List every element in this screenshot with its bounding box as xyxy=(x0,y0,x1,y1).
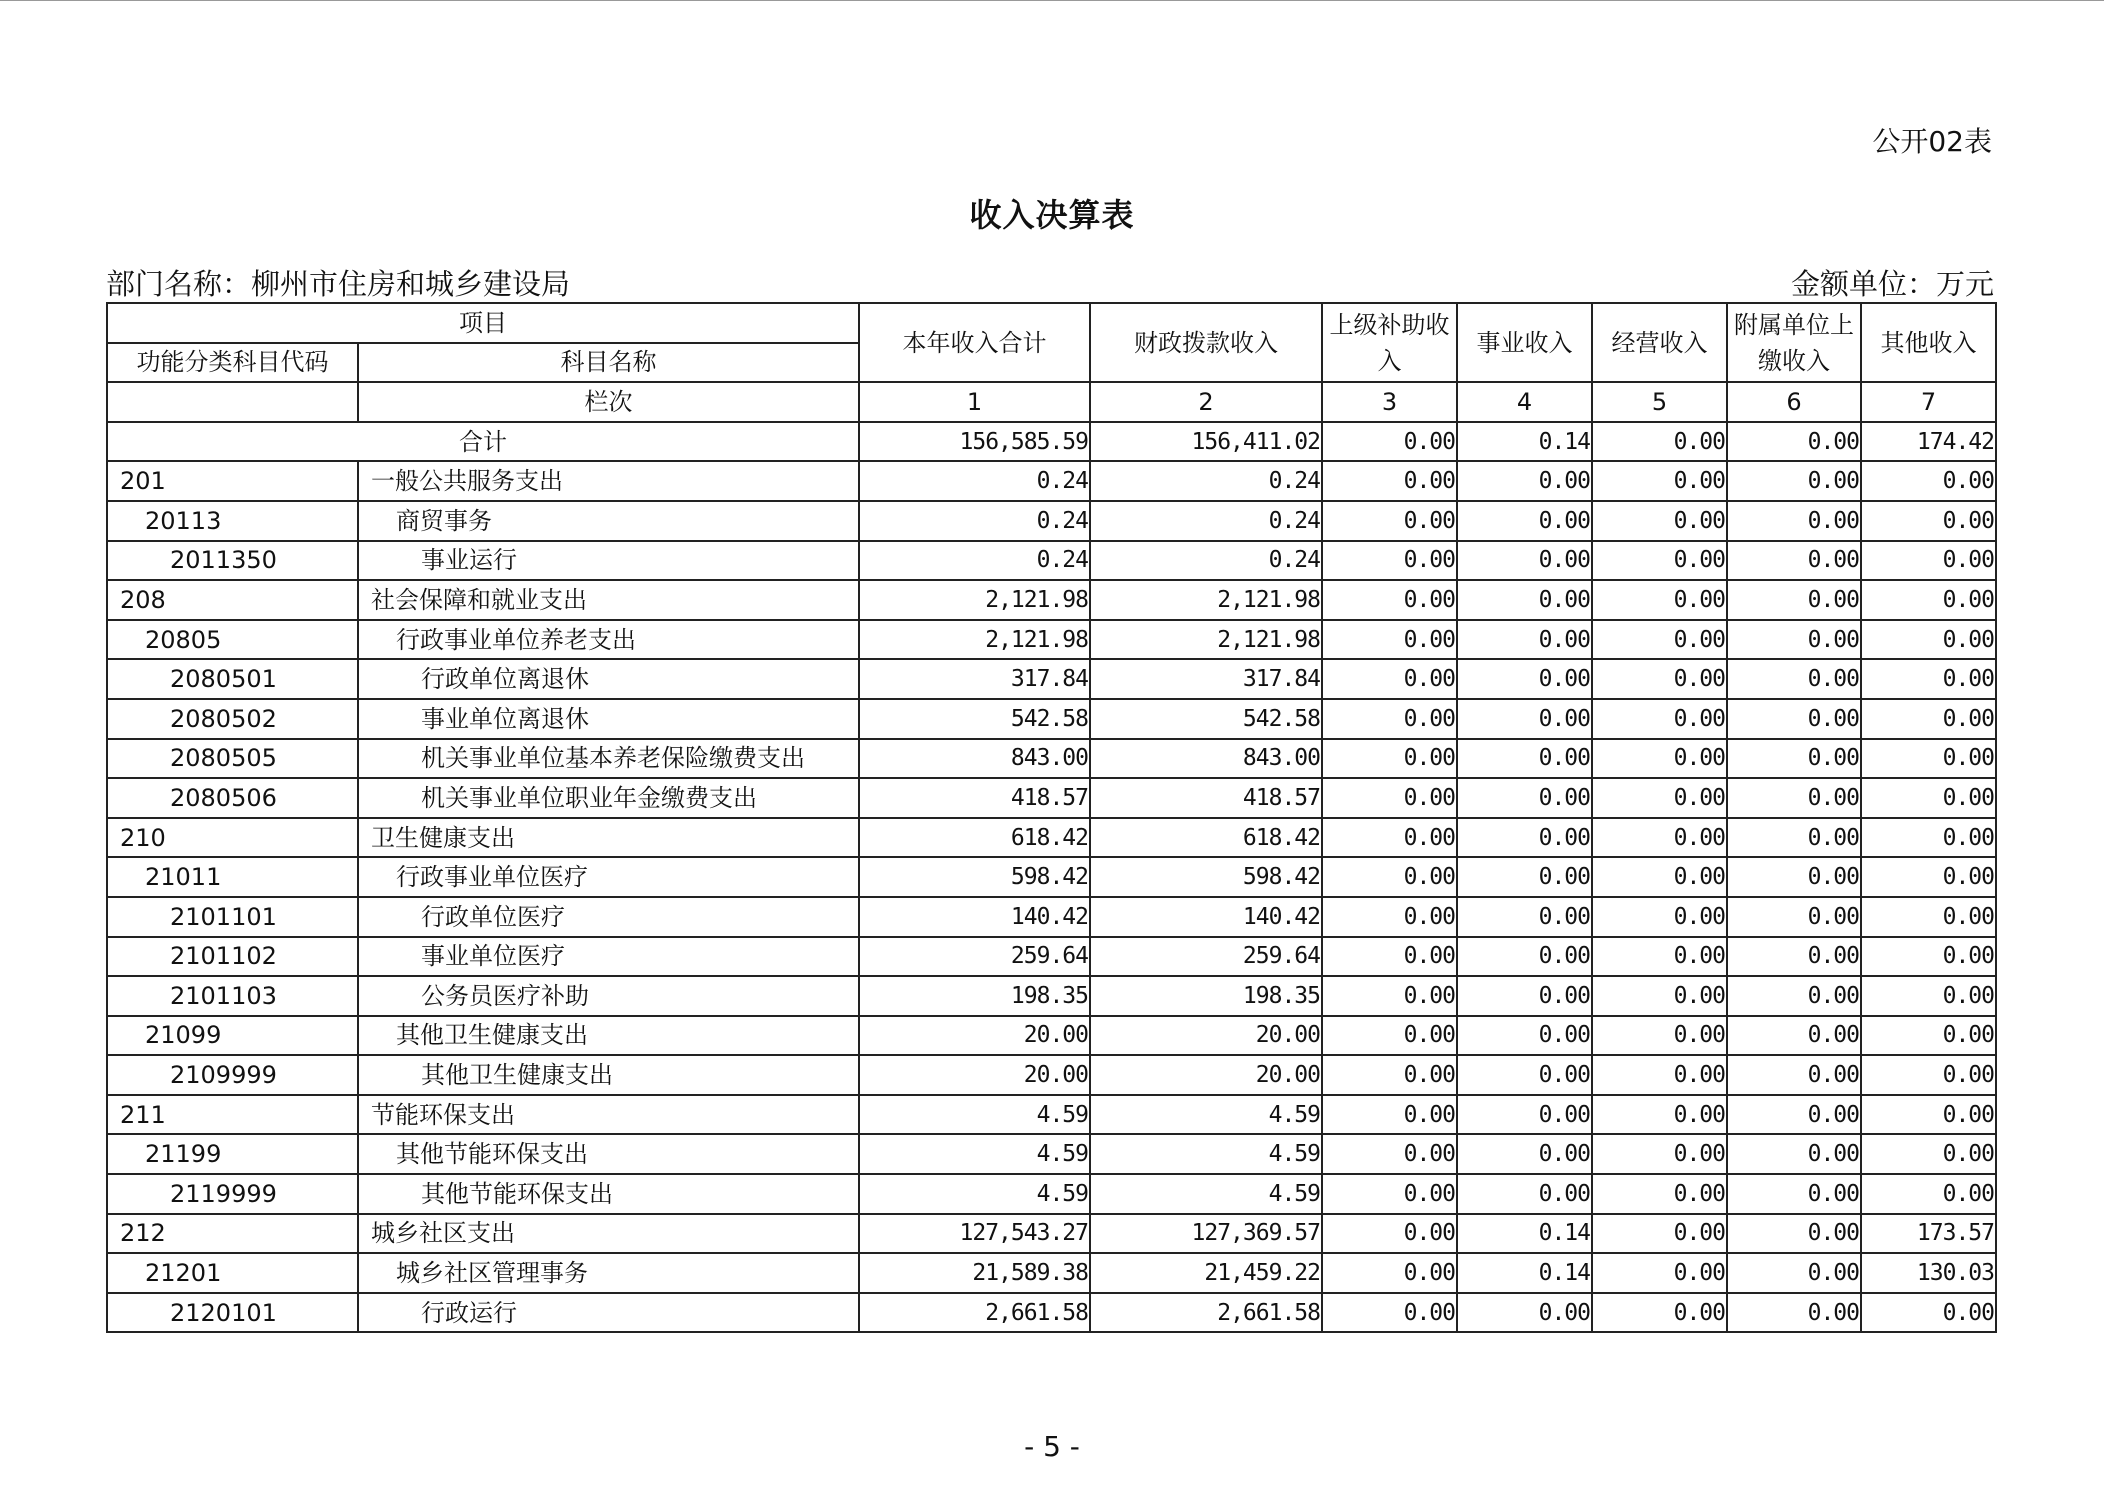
amount-cell: 2,121.98 xyxy=(1090,620,1322,660)
amount-cell: 0.00 xyxy=(1727,659,1861,699)
amount-cell: 0.00 xyxy=(1457,778,1592,818)
amount-cell: 0.00 xyxy=(1592,778,1727,818)
amount-cell: 0.00 xyxy=(1727,1253,1861,1293)
amount-cell: 0.00 xyxy=(1727,1293,1861,1333)
amount-cell: 127,369.57 xyxy=(1090,1214,1322,1254)
subject-code: 201 xyxy=(107,461,358,501)
amount-cell: 0.00 xyxy=(1322,1095,1457,1135)
subject-code: 212 xyxy=(107,1214,358,1254)
table-row xyxy=(107,1214,1996,1254)
amount-cell: 0.00 xyxy=(1322,818,1457,858)
amount-cell: 0.00 xyxy=(1861,937,1996,977)
col-number: 5 xyxy=(1592,382,1727,422)
subject-name: 行政事业单位养老支出 xyxy=(358,620,859,660)
subject-code: 2101102 xyxy=(107,937,358,977)
header-operating: 经营收入 xyxy=(1592,303,1727,382)
amount-cell: 0.00 xyxy=(1592,857,1727,897)
subject-name: 行政事业单位医疗 xyxy=(358,857,859,897)
amount-cell: 0.00 xyxy=(1457,897,1592,937)
amount-cell: 0.00 xyxy=(1322,976,1457,1016)
amount-cell: 0.00 xyxy=(1592,699,1727,739)
amount-cell: 0.24 xyxy=(1090,461,1322,501)
amount-cell: 618.42 xyxy=(1090,818,1322,858)
subject-name: 社会保障和就业支出 xyxy=(358,580,859,620)
subject-name: 事业单位离退休 xyxy=(358,699,859,739)
page-title: 收入决算表 xyxy=(969,196,1135,234)
amount-cell: 4.59 xyxy=(1090,1095,1322,1135)
amount-cell: 0.00 xyxy=(1322,857,1457,897)
amount-cell: 0.00 xyxy=(1322,778,1457,818)
subject-code: 210 xyxy=(107,818,358,858)
amount-cell: 0.00 xyxy=(1861,580,1996,620)
amount-cell: 0.14 xyxy=(1457,1214,1592,1254)
header-name: 科目名称 xyxy=(358,343,859,383)
table-row xyxy=(107,857,1996,897)
amount-cell: 0.00 xyxy=(1727,1134,1861,1174)
header-total-income: 本年收入合计 xyxy=(859,303,1090,382)
amount-cell: 0.00 xyxy=(1592,818,1727,858)
table-row xyxy=(107,1174,1996,1214)
table-row xyxy=(107,778,1996,818)
col-number: 3 xyxy=(1322,382,1457,422)
amount-cell: 0.00 xyxy=(1592,1055,1727,1095)
amount-cell: 598.42 xyxy=(1090,857,1322,897)
table-row xyxy=(107,501,1996,541)
amount-cell: 198.35 xyxy=(1090,976,1322,1016)
table-row xyxy=(107,659,1996,699)
amount-cell: 198.35 xyxy=(859,976,1090,1016)
table-row xyxy=(107,541,1996,581)
amount-cell: 0.24 xyxy=(859,541,1090,581)
amount-cell: 0.00 xyxy=(1861,1016,1996,1056)
subject-code: 2101101 xyxy=(107,897,358,937)
amount-cell: 2,121.98 xyxy=(859,580,1090,620)
table-row xyxy=(107,1016,1996,1056)
amount-cell: 0.00 xyxy=(1727,699,1861,739)
amount-cell: 0.00 xyxy=(1592,1095,1727,1135)
table-row xyxy=(107,897,1996,937)
amount-cell: 0.00 xyxy=(1322,937,1457,977)
amount-cell: 0.00 xyxy=(1322,1214,1457,1254)
header-fiscal: 财政拨款收入 xyxy=(1090,303,1322,382)
amount-cell: 0.00 xyxy=(1727,857,1861,897)
amount-cell: 0.00 xyxy=(1322,1293,1457,1333)
col-number: 2 xyxy=(1090,382,1322,422)
amount-cell: 0.00 xyxy=(1322,897,1457,937)
amount-cell: 0.00 xyxy=(1861,1095,1996,1135)
amount-cell: 0.00 xyxy=(1457,1293,1592,1333)
table-row xyxy=(107,461,1996,501)
page-top-border xyxy=(0,0,2104,1)
total-value: 156,411.02 xyxy=(1090,422,1322,462)
table-row xyxy=(107,699,1996,739)
amount-cell: 0.00 xyxy=(1457,976,1592,1016)
subject-code: 2080501 xyxy=(107,659,358,699)
table-row xyxy=(107,976,1996,1016)
amount-cell: 0.00 xyxy=(1457,1055,1592,1095)
amount-cell: 0.00 xyxy=(1592,1253,1727,1293)
subject-code: 2080505 xyxy=(107,739,358,779)
subject-name: 行政运行 xyxy=(358,1293,859,1333)
amount-cell: 259.64 xyxy=(859,937,1090,977)
amount-cell: 0.00 xyxy=(1592,1134,1727,1174)
amount-cell: 0.00 xyxy=(1592,976,1727,1016)
table-row xyxy=(107,580,1996,620)
amount-cell: 0.00 xyxy=(1592,937,1727,977)
amount-cell: 0.24 xyxy=(859,501,1090,541)
subject-code: 21201 xyxy=(107,1253,358,1293)
header-upper-subsidy: 上级补助收入 xyxy=(1322,303,1457,382)
table-header xyxy=(107,303,1996,422)
subject-name: 城乡社区管理事务 xyxy=(358,1253,859,1293)
amount-cell: 0.00 xyxy=(1457,937,1592,977)
col-number: 7 xyxy=(1861,382,1996,422)
amount-cell: 0.00 xyxy=(1861,778,1996,818)
header-index-label: 栏次 xyxy=(358,382,859,422)
header-code: 功能分类科目代码 xyxy=(107,343,358,383)
amount-cell: 0.00 xyxy=(1727,897,1861,937)
amount-cell: 0.00 xyxy=(1727,541,1861,581)
subject-code: 20113 xyxy=(107,501,358,541)
amount-cell: 0.00 xyxy=(1322,739,1457,779)
subject-name: 节能环保支出 xyxy=(358,1095,859,1135)
table-body xyxy=(107,422,1996,1333)
amount-cell: 418.57 xyxy=(1090,778,1322,818)
amount-cell: 0.00 xyxy=(1457,699,1592,739)
table-row xyxy=(107,818,1996,858)
page-number: - 5 - xyxy=(1024,1430,1080,1463)
subject-code: 2011350 xyxy=(107,541,358,581)
table-row xyxy=(107,1293,1996,1333)
amount-cell: 127,543.27 xyxy=(859,1214,1090,1254)
amount-cell: 20.00 xyxy=(1090,1055,1322,1095)
amount-cell: 0.00 xyxy=(1861,501,1996,541)
amount-cell: 2,661.58 xyxy=(859,1293,1090,1333)
amount-cell: 0.00 xyxy=(1457,580,1592,620)
amount-cell: 0.00 xyxy=(1457,501,1592,541)
table-row xyxy=(107,1095,1996,1135)
subject-code: 2080502 xyxy=(107,699,358,739)
amount-cell: 0.00 xyxy=(1322,1174,1457,1214)
subject-name: 行政单位离退休 xyxy=(358,659,859,699)
amount-cell: 0.00 xyxy=(1592,1016,1727,1056)
col-number: 1 xyxy=(859,382,1090,422)
amount-cell: 0.00 xyxy=(1322,580,1457,620)
amount-cell: 0.00 xyxy=(1861,976,1996,1016)
amount-cell: 0.00 xyxy=(1727,1095,1861,1135)
amount-cell: 20.00 xyxy=(859,1055,1090,1095)
amount-cell: 20.00 xyxy=(859,1016,1090,1056)
subject-name: 机关事业单位职业年金缴费支出 xyxy=(358,778,859,818)
subject-name: 城乡社区支出 xyxy=(358,1214,859,1254)
amount-cell: 0.00 xyxy=(1322,461,1457,501)
total-value: 0.00 xyxy=(1727,422,1861,462)
amount-cell: 0.00 xyxy=(1727,620,1861,660)
amount-cell: 317.84 xyxy=(1090,659,1322,699)
amount-cell: 140.42 xyxy=(1090,897,1322,937)
amount-cell: 0.00 xyxy=(1861,699,1996,739)
table-row xyxy=(107,1253,1996,1293)
subject-name: 商贸事务 xyxy=(358,501,859,541)
amount-cell: 0.00 xyxy=(1322,1253,1457,1293)
amount-cell: 0.00 xyxy=(1861,620,1996,660)
amount-cell: 0.00 xyxy=(1322,1055,1457,1095)
amount-cell: 0.00 xyxy=(1457,541,1592,581)
amount-cell: 0.00 xyxy=(1457,739,1592,779)
table-row xyxy=(107,937,1996,977)
amount-cell: 418.57 xyxy=(859,778,1090,818)
amount-cell: 4.59 xyxy=(1090,1134,1322,1174)
amount-cell: 4.59 xyxy=(859,1134,1090,1174)
amount-cell: 0.00 xyxy=(1861,1055,1996,1095)
subject-name: 卫生健康支出 xyxy=(358,818,859,858)
amount-cell: 618.42 xyxy=(859,818,1090,858)
amount-cell: 0.00 xyxy=(1592,1214,1727,1254)
subject-name: 机关事业单位基本养老保险缴费支出 xyxy=(358,739,859,779)
amount-cell: 0.00 xyxy=(1861,897,1996,937)
amount-cell: 0.00 xyxy=(1727,818,1861,858)
amount-cell: 0.00 xyxy=(1861,818,1996,858)
amount-cell: 4.59 xyxy=(859,1095,1090,1135)
amount-cell: 173.57 xyxy=(1861,1214,1996,1254)
subject-name: 行政单位医疗 xyxy=(358,897,859,937)
amount-cell: 0.00 xyxy=(1727,937,1861,977)
col-number: 6 xyxy=(1727,382,1861,422)
amount-cell: 4.59 xyxy=(859,1174,1090,1214)
amount-cell: 0.00 xyxy=(1727,739,1861,779)
amount-cell: 0.00 xyxy=(1592,739,1727,779)
amount-cell: 0.24 xyxy=(859,461,1090,501)
subject-code: 21199 xyxy=(107,1134,358,1174)
subject-name: 公务员医疗补助 xyxy=(358,976,859,1016)
amount-cell: 0.00 xyxy=(1861,857,1996,897)
amount-cell: 0.00 xyxy=(1861,1174,1996,1214)
form-code: 公开02表 xyxy=(1872,125,1992,158)
total-value: 156,585.59 xyxy=(859,422,1090,462)
amount-cell: 4.59 xyxy=(1090,1174,1322,1214)
amount-cell: 0.00 xyxy=(1457,1016,1592,1056)
subject-name: 事业运行 xyxy=(358,541,859,581)
amount-unit: 金额单位：万元 xyxy=(1790,267,1994,301)
amount-cell: 0.00 xyxy=(1727,976,1861,1016)
amount-cell: 542.58 xyxy=(1090,699,1322,739)
header-other: 其他收入 xyxy=(1861,303,1996,382)
amount-cell: 0.00 xyxy=(1727,1055,1861,1095)
amount-cell: 0.00 xyxy=(1592,501,1727,541)
amount-cell: 0.00 xyxy=(1861,739,1996,779)
amount-cell: 0.00 xyxy=(1727,1174,1861,1214)
amount-cell: 0.00 xyxy=(1457,461,1592,501)
total-label: 合计 xyxy=(107,422,859,462)
amount-cell: 0.00 xyxy=(1592,1293,1727,1333)
amount-cell: 0.00 xyxy=(1592,1174,1727,1214)
table-row xyxy=(107,739,1996,779)
subject-name: 其他节能环保支出 xyxy=(358,1134,859,1174)
amount-cell: 0.00 xyxy=(1457,818,1592,858)
total-value: 174.42 xyxy=(1861,422,1996,462)
amount-cell: 0.00 xyxy=(1592,580,1727,620)
amount-cell: 0.00 xyxy=(1861,461,1996,501)
amount-cell: 0.24 xyxy=(1090,541,1322,581)
header-business: 事业收入 xyxy=(1457,303,1592,382)
subject-code: 21011 xyxy=(107,857,358,897)
subject-code: 208 xyxy=(107,580,358,620)
amount-cell: 0.00 xyxy=(1861,659,1996,699)
total-value: 0.00 xyxy=(1592,422,1727,462)
amount-cell: 0.00 xyxy=(1322,699,1457,739)
amount-cell: 2,121.98 xyxy=(1090,580,1322,620)
amount-cell: 0.00 xyxy=(1322,1016,1457,1056)
amount-cell: 0.00 xyxy=(1322,620,1457,660)
amount-cell: 0.00 xyxy=(1592,897,1727,937)
subject-code: 211 xyxy=(107,1095,358,1135)
subject-code: 2120101 xyxy=(107,1293,358,1333)
amount-cell: 0.00 xyxy=(1861,1134,1996,1174)
col-number: 4 xyxy=(1457,382,1592,422)
header-index-blank xyxy=(107,382,358,422)
total-row xyxy=(107,422,1996,462)
amount-cell: 843.00 xyxy=(859,739,1090,779)
amount-cell: 0.14 xyxy=(1457,1253,1592,1293)
amount-cell: 542.58 xyxy=(859,699,1090,739)
table-row xyxy=(107,1055,1996,1095)
total-value: 0.14 xyxy=(1457,422,1592,462)
subject-code: 20805 xyxy=(107,620,358,660)
amount-cell: 0.00 xyxy=(1322,501,1457,541)
subject-name: 其他卫生健康支出 xyxy=(358,1055,859,1095)
amount-cell: 0.00 xyxy=(1322,541,1457,581)
amount-cell: 0.00 xyxy=(1457,620,1592,660)
amount-cell: 0.00 xyxy=(1727,501,1861,541)
amount-cell: 0.00 xyxy=(1457,1134,1592,1174)
subject-code: 2080506 xyxy=(107,778,358,818)
amount-cell: 0.00 xyxy=(1727,580,1861,620)
amount-cell: 0.00 xyxy=(1592,620,1727,660)
amount-cell: 0.00 xyxy=(1457,857,1592,897)
header-item: 项目 xyxy=(107,303,859,343)
subject-name: 一般公共服务支出 xyxy=(358,461,859,501)
amount-cell: 317.84 xyxy=(859,659,1090,699)
amount-cell: 0.00 xyxy=(1727,1214,1861,1254)
department-name: 部门名称：柳州市住房和城乡建设局 xyxy=(106,267,571,301)
amount-cell: 0.00 xyxy=(1861,1293,1996,1333)
amount-cell: 2,121.98 xyxy=(859,620,1090,660)
amount-cell: 0.00 xyxy=(1727,1016,1861,1056)
header-affiliated: 附属单位上缴收入 xyxy=(1727,303,1861,382)
subject-name: 事业单位医疗 xyxy=(358,937,859,977)
amount-cell: 0.00 xyxy=(1861,541,1996,581)
subject-code: 21099 xyxy=(107,1016,358,1056)
amount-cell: 259.64 xyxy=(1090,937,1322,977)
amount-cell: 598.42 xyxy=(859,857,1090,897)
amount-cell: 0.00 xyxy=(1322,1134,1457,1174)
amount-cell: 21,459.22 xyxy=(1090,1253,1322,1293)
amount-cell: 843.00 xyxy=(1090,739,1322,779)
amount-cell: 0.00 xyxy=(1727,778,1861,818)
amount-cell: 140.42 xyxy=(859,897,1090,937)
subject-name: 其他节能环保支出 xyxy=(358,1174,859,1214)
amount-cell: 0.00 xyxy=(1457,659,1592,699)
amount-cell: 0.00 xyxy=(1457,1174,1592,1214)
table-row xyxy=(107,620,1996,660)
amount-cell: 20.00 xyxy=(1090,1016,1322,1056)
subject-code: 2119999 xyxy=(107,1174,358,1214)
amount-cell: 0.00 xyxy=(1592,461,1727,501)
subject-name: 其他卫生健康支出 xyxy=(358,1016,859,1056)
subject-code: 2109999 xyxy=(107,1055,358,1095)
amount-cell: 0.00 xyxy=(1592,659,1727,699)
amount-cell: 0.00 xyxy=(1457,1095,1592,1135)
amount-cell: 2,661.58 xyxy=(1090,1293,1322,1333)
amount-cell: 0.24 xyxy=(1090,501,1322,541)
amount-cell: 130.03 xyxy=(1861,1253,1996,1293)
amount-cell: 0.00 xyxy=(1727,461,1861,501)
amount-cell: 21,589.38 xyxy=(859,1253,1090,1293)
subject-code: 2101103 xyxy=(107,976,358,1016)
table-row xyxy=(107,1134,1996,1174)
total-value: 0.00 xyxy=(1322,422,1457,462)
income-table xyxy=(106,302,1997,1333)
amount-cell: 0.00 xyxy=(1322,659,1457,699)
amount-cell: 0.00 xyxy=(1592,541,1727,581)
